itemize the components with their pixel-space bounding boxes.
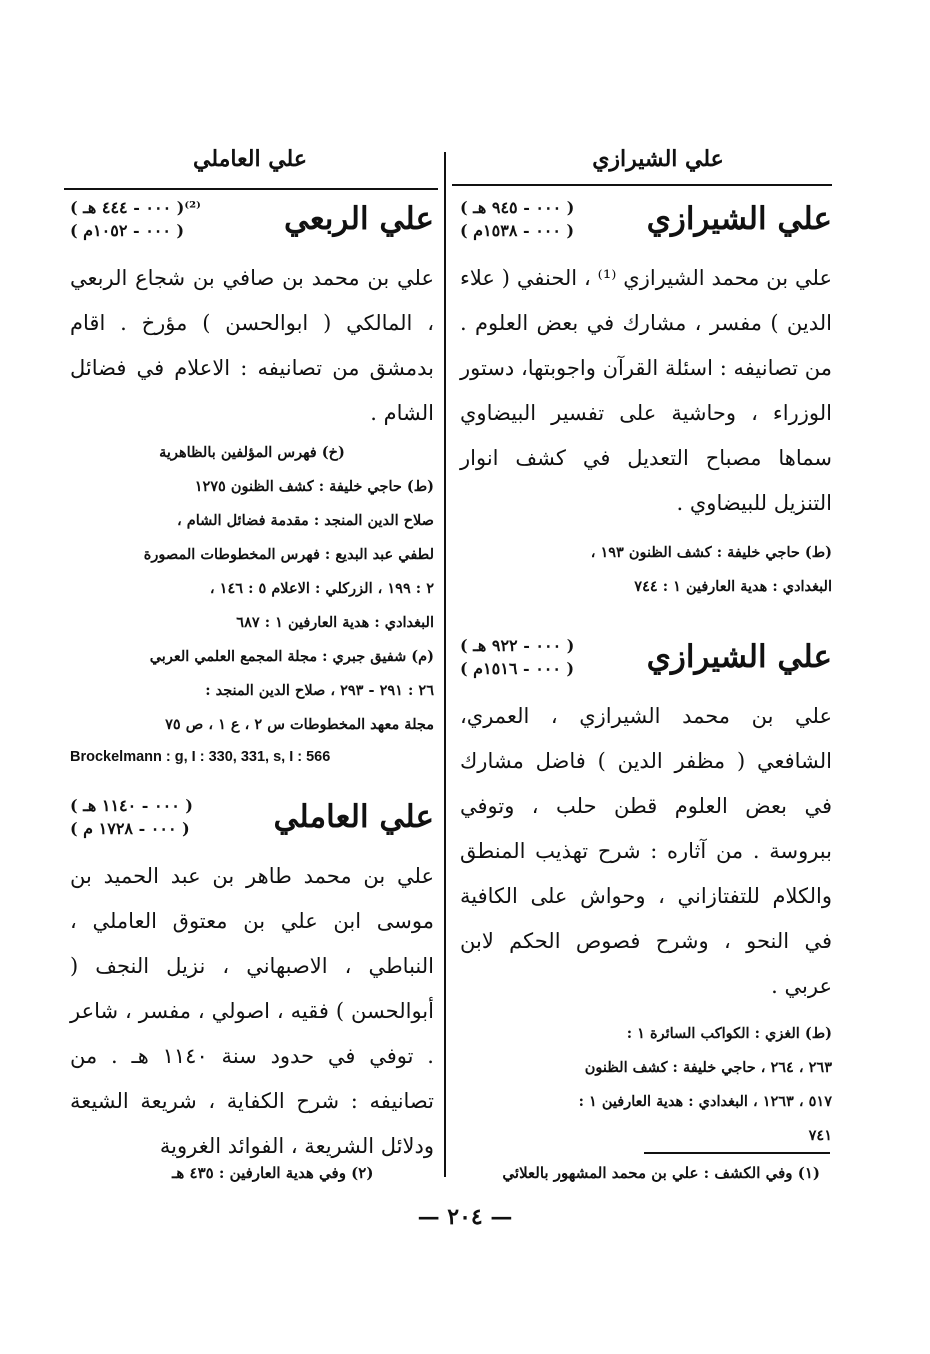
entry-dates xyxy=(70,196,201,242)
reference-line: ٢ : ١٩٩ ، الزركلي : الاعلام ٥ : ١٤٦ ، xyxy=(209,580,434,597)
reference-line: البغدادي : هدية العارفين ١ : ٦٨٧ xyxy=(236,614,434,631)
running-head-left: علي العاملي xyxy=(193,146,307,172)
entry-dates xyxy=(70,794,193,840)
footnote-rule xyxy=(644,1152,830,1154)
reference-line: (م) شفيق جبري : مجلة المجمع العلمي العربي xyxy=(149,648,434,665)
latin-reference: Brockelmann : g, I : 330, 331, s, I : 566 xyxy=(70,749,331,765)
reference-line: (ط) حاجي خليفة : كشف الظنون ١٩٣ ، xyxy=(590,544,832,561)
entry-body: علي بن محمد بن صافي بن شجاع الربعي ، المالكي ( ابوالحسن ) مؤرخ . اقام بدمشق من تصانيفه : الاعلام في فضائل الشام . xyxy=(70,266,434,425)
entry-title: علي الشيرازي xyxy=(646,201,832,237)
date-hijri: ( ٠٠٠ - ٤٤٤ هـ )⁽²⁾ xyxy=(70,198,201,217)
footnote-2: (٢) وفي هدية العارفين : ٤٣٥ هـ xyxy=(172,1164,374,1182)
reference-line: ٢٦ : ٢٩١ - ٢٩٣ ، صلاح الدين المنجد : xyxy=(205,682,434,699)
reference-line: (ط) حاجي خليفة : كشف الظنون ١٢٧٥ xyxy=(194,478,434,495)
entry-heading xyxy=(70,794,434,840)
entry-dates xyxy=(460,196,574,242)
entry-title: علي العاملي xyxy=(273,799,434,835)
reference-line: ٢٦٣ ، ٢٦٤ ، حاجي خليفة : كشف الظنون xyxy=(584,1059,832,1076)
header-rule-left xyxy=(64,188,438,190)
reference-line: ٥١٧ ، ١٢٦٣ ، البغدادي : هدية العارفين ١ : xyxy=(578,1093,832,1110)
entry-body: علي بن محمد طاهر بن عبد الحميد بن موسى ابن علي بن معتوق العاملي ، النباطي ، الاصبهاني ، نزيل النجف ( أبوالحسن ) فقيه ، اصولي ، مفسر ، شاعر . توفي في حدود سنة ١١٤٠ هـ . من تصانيفه : شرح الكفاية ، شريعة الشيعة ودلائل الشريعة ، الفوائد الغروية xyxy=(70,864,434,1158)
entry-dates xyxy=(460,634,574,680)
date-gregorian: ( ٠٠٠ - ١٠٥٢م ) xyxy=(70,221,185,240)
entry-ali-rabi xyxy=(70,196,434,772)
reference-line: البغدادي : هدية العارفين ١ : ٧٤٤ xyxy=(634,578,832,595)
entry-heading xyxy=(70,196,434,242)
entry-ali-shirazi-1 xyxy=(460,196,832,604)
column-divider xyxy=(444,152,446,1177)
date-gregorian: ( ٠٠٠ - ١٧٢٨ م ) xyxy=(70,819,190,838)
reference-line: ٧٤١ xyxy=(808,1127,832,1144)
date-gregorian: ( ٠٠٠ - ١٥١٦م ) xyxy=(460,659,575,678)
running-head-right: علي الشيرازي xyxy=(592,146,724,172)
entry-ali-amili xyxy=(70,794,434,1169)
reference-line: لطفي عبد البديع : فهرس المخطوطات المصورة xyxy=(143,546,434,563)
date-hijri: ( ٠٠٠ - ٩٢٢ هـ ) xyxy=(460,636,575,655)
date-hijri: ( ٠٠٠ - ١١٤٠ هـ ) xyxy=(70,796,193,815)
entry-heading xyxy=(460,196,832,242)
page-number: — ٢٠٤ — xyxy=(417,1204,513,1230)
entry-heading xyxy=(460,634,832,680)
date-hijri: ( ٠٠٠ - ٩٤٥ هـ ) xyxy=(460,198,575,217)
right-column xyxy=(460,196,832,1153)
entry-body: علي بن محمد الشيرازي ⁽¹⁾ ، الحنفي ( علاء الدين ) مفسر ، مشارك في بعض العلوم . من تصانيفه : اسئلة القرآن واجوبتها، دستور الوزراء ، وحاشية على تفسير البيضاوي سماها مصباح التعديل في كشف انوار التنزيل للبيضاوي . xyxy=(460,266,832,515)
date-gregorian: ( ٠٠٠ - ١٥٣٨م ) xyxy=(460,221,575,240)
entry-title: علي الشيرازي xyxy=(646,639,832,675)
reference-line: صلاح الدين المنجد : مقدمة فضائل الشام ، xyxy=(177,512,434,529)
footnote-1: (١) وفي الكشف : علي بن محمد المشهور بالعلائي xyxy=(502,1164,820,1182)
entry-ali-shirazi-2 xyxy=(460,634,832,1153)
header-rule-right xyxy=(452,184,832,186)
reference-line: (خ) فهرس المؤلفين بالظاهرية xyxy=(159,444,345,461)
reference-line: مجلة معهد المخطوطات س ٢ ، ع ١ ، ص ٧٥ xyxy=(165,716,434,733)
reference-line: (ط) الغزي : الكواكب السائرة ١ : xyxy=(626,1025,832,1042)
entry-title: علي الربعي xyxy=(284,201,434,237)
entry-body: علي بن محمد الشيرازي ، العمري، الشافعي ( مظفر الدين ) فاضل مشارك في بعض العلوم قطن حلب ، وتوفي ببروسة . من آثاره : شرح تهذيب المنطق والكلام للتفتازاني ، وحواش على الكافية في النحو ، وشرح فصوص الحكم لابن عربي . xyxy=(460,704,832,998)
left-column xyxy=(70,196,434,1169)
